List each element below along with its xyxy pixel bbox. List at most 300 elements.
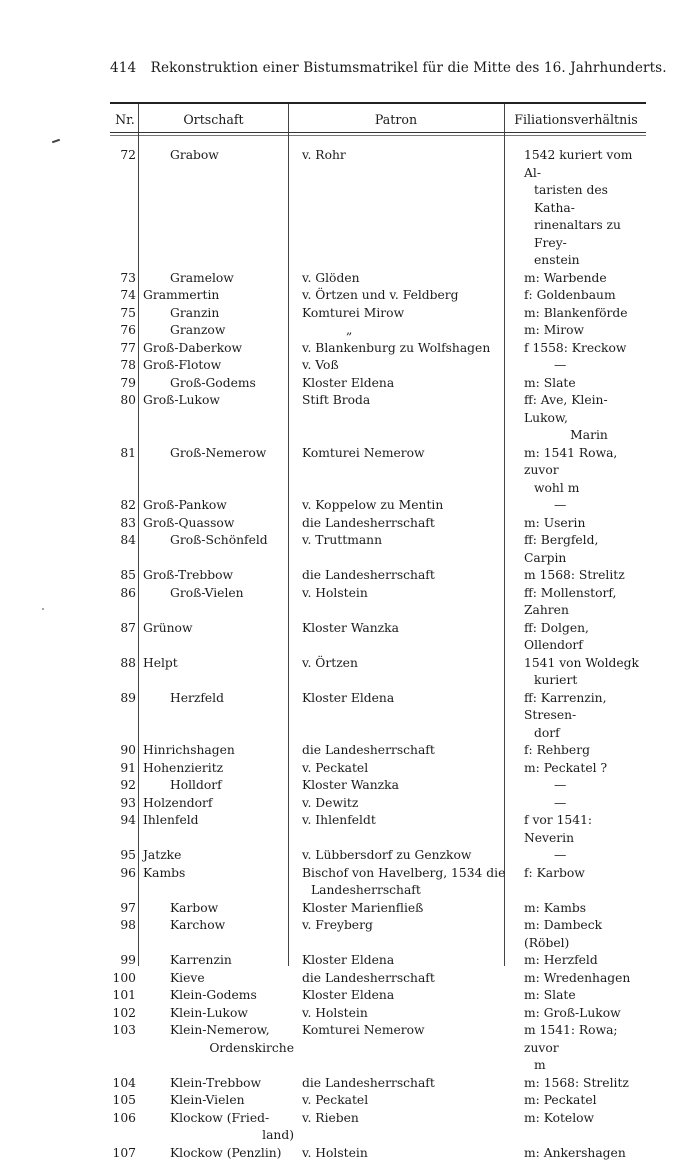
row-number: 102 xyxy=(110,1005,136,1023)
matrikel-table xyxy=(110,147,646,1162)
ortschaft-cell xyxy=(136,532,294,567)
row-number: 91 xyxy=(110,760,136,778)
patron-cell xyxy=(294,392,516,445)
patron-text: v. Dewitz xyxy=(302,795,516,813)
ortschaft-cell xyxy=(136,322,294,340)
ortschaft-cell xyxy=(136,287,294,305)
page-header xyxy=(110,60,650,76)
filiation-cell xyxy=(516,795,646,813)
ortschaft-cell xyxy=(136,690,294,743)
row-number: 83 xyxy=(110,515,136,533)
filiation-cell xyxy=(516,865,646,900)
table-row xyxy=(110,1110,646,1145)
row-number: 88 xyxy=(110,655,136,690)
ortschaft-cell xyxy=(136,1075,294,1093)
row-number: 99 xyxy=(110,952,136,970)
patron-cell xyxy=(294,375,516,393)
filiation-text: m: Kambs xyxy=(524,900,644,918)
row-number: 76 xyxy=(110,322,136,340)
ortschaft-cell xyxy=(136,742,294,760)
patron-text: die Landesherrschaft xyxy=(302,1075,516,1093)
filiation-cell xyxy=(516,497,646,515)
filiation-cell xyxy=(516,847,646,865)
row-number: 82 xyxy=(110,497,136,515)
ortschaft-cell xyxy=(136,515,294,533)
ortschaft-cell xyxy=(136,585,294,620)
ortschaft-cell xyxy=(136,865,294,900)
patron-text: v. Ihlenfeldt xyxy=(302,812,516,830)
patron-text: v. Örtzen xyxy=(302,655,516,673)
filiation-text: ff: Mollenstorf, Zahren xyxy=(524,585,644,620)
filiation-text: — xyxy=(524,357,644,375)
filiation-text: m: Blankenförde xyxy=(524,305,644,323)
filiation-cell xyxy=(516,1075,646,1093)
filiation-text: m: Userin xyxy=(524,515,644,533)
ortschaft-text: Groß-Nemerow xyxy=(143,445,294,463)
ortschaft-text: Granzin xyxy=(143,305,294,323)
ortschaft-text: Ordenskirche xyxy=(143,1040,294,1058)
patron-cell xyxy=(294,515,516,533)
table-row xyxy=(110,970,646,988)
ortschaft-cell xyxy=(136,147,294,270)
ortschaft-text: Groß-Schönfeld xyxy=(143,532,294,550)
filiation-text: kuriert xyxy=(524,672,644,690)
filiation-text: m: Kotelow xyxy=(524,1110,644,1128)
filiation-cell xyxy=(516,970,646,988)
filiation-cell xyxy=(516,900,646,918)
table-row xyxy=(110,532,646,567)
row-number: 72 xyxy=(110,147,136,270)
patron-text: v. Peckatel xyxy=(302,760,516,778)
ortschaft-cell xyxy=(136,305,294,323)
ortschaft-text: Grammertin xyxy=(143,287,294,305)
ortschaft-text: Groß-Pankow xyxy=(143,497,294,515)
table-row xyxy=(110,392,646,445)
ortschaft-cell xyxy=(136,1022,294,1075)
patron-text: Komturei Nemerow xyxy=(302,445,516,463)
patron-cell xyxy=(294,1145,516,1162)
table-row xyxy=(110,445,646,498)
row-number: 79 xyxy=(110,375,136,393)
filiation-cell xyxy=(516,690,646,743)
table-row xyxy=(110,777,646,795)
filiation-text: m: Peckatel xyxy=(524,1092,644,1110)
ortschaft-cell xyxy=(136,340,294,358)
ortschaft-text: Groß-Flotow xyxy=(143,357,294,375)
filiation-text: m: Warbende xyxy=(524,270,644,288)
ortschaft-text: Kieve xyxy=(143,970,294,988)
filiation-text: m: Dambeck (Röbel) xyxy=(524,917,644,952)
filiation-cell xyxy=(516,532,646,567)
filiation-text: — xyxy=(524,847,644,865)
patron-cell xyxy=(294,305,516,323)
patron-text: v. Rieben xyxy=(302,1110,516,1128)
ortschaft-text: Karrenzin xyxy=(143,952,294,970)
ortschaft-text: Klockow (Penzlin) xyxy=(143,1145,294,1162)
filiation-text: rinenaltars zu Frey- xyxy=(524,217,644,252)
filiation-text: 1541 von Woldegk xyxy=(524,655,644,673)
filiation-text: m: Slate xyxy=(524,375,644,393)
table-row xyxy=(110,1022,646,1075)
row-number: 84 xyxy=(110,532,136,567)
ortschaft-cell xyxy=(136,1110,294,1145)
patron-text: v. Koppelow zu Mentin xyxy=(302,497,516,515)
filiation-cell xyxy=(516,322,646,340)
table-row xyxy=(110,987,646,1005)
row-number: 80 xyxy=(110,392,136,445)
table-row xyxy=(110,1145,646,1162)
filiation-cell xyxy=(516,515,646,533)
ortschaft-cell xyxy=(136,760,294,778)
ortschaft-text: Grabow xyxy=(143,147,294,165)
filiation-cell xyxy=(516,655,646,690)
row-number: 73 xyxy=(110,270,136,288)
table-row xyxy=(110,497,646,515)
row-number: 75 xyxy=(110,305,136,323)
patron-text: v. Glöden xyxy=(302,270,516,288)
table-row xyxy=(110,567,646,585)
row-number: 107 xyxy=(110,1145,136,1162)
filiation-cell xyxy=(516,585,646,620)
table-row xyxy=(110,305,646,323)
row-number: 89 xyxy=(110,690,136,743)
patron-text: v. Örtzen und v. Feldberg xyxy=(302,287,516,305)
table-row xyxy=(110,655,646,690)
ortschaft-cell xyxy=(136,620,294,655)
ortschaft-text: Karchow xyxy=(143,917,294,935)
patron-cell xyxy=(294,1022,516,1075)
filiation-text: m: Mirow xyxy=(524,322,644,340)
patron-cell xyxy=(294,585,516,620)
ortschaft-text: Kambs xyxy=(143,865,294,883)
row-number: 86 xyxy=(110,585,136,620)
patron-cell xyxy=(294,445,516,498)
table-row xyxy=(110,900,646,918)
filiation-text: f: Goldenbaum xyxy=(524,287,644,305)
filiation-cell xyxy=(516,1110,646,1145)
patron-cell xyxy=(294,987,516,1005)
filiation-text: ff: Karrenzin, Stresen- xyxy=(524,690,644,725)
filiation-cell xyxy=(516,392,646,445)
filiation-cell xyxy=(516,305,646,323)
filiation-text: f 1558: Kreckow xyxy=(524,340,644,358)
table-row xyxy=(110,795,646,813)
patron-cell xyxy=(294,917,516,952)
patron-cell xyxy=(294,1110,516,1145)
ortschaft-cell xyxy=(136,1092,294,1110)
table-row xyxy=(110,620,646,655)
filiation-cell xyxy=(516,760,646,778)
patron-cell xyxy=(294,287,516,305)
table-row xyxy=(110,1005,646,1023)
ortschaft-cell xyxy=(136,1145,294,1162)
patron-text: Kloster Wanzka xyxy=(302,777,516,795)
patron-text: v. Holstein xyxy=(302,1145,516,1162)
patron-cell xyxy=(294,497,516,515)
patron-cell xyxy=(294,655,516,690)
row-number: 87 xyxy=(110,620,136,655)
filiation-text: — xyxy=(524,777,644,795)
table-row xyxy=(110,270,646,288)
ortschaft-text: Herzfeld xyxy=(143,690,294,708)
filiation-text: taristen des Katha- xyxy=(524,182,644,217)
ortschaft-cell xyxy=(136,917,294,952)
patron-text: Kloster Wanzka xyxy=(302,620,516,638)
filiation-cell xyxy=(516,952,646,970)
patron-text: v. Lübbersdorf zu Genzkow xyxy=(302,847,516,865)
column-header-patron: Patron xyxy=(290,112,502,127)
ortschaft-text: land) xyxy=(143,1127,294,1145)
patron-text: Kloster Eldena xyxy=(302,690,516,708)
patron-text: v. Holstein xyxy=(302,585,516,603)
row-number: 95 xyxy=(110,847,136,865)
filiation-cell xyxy=(516,270,646,288)
filiation-text: — xyxy=(524,497,644,515)
patron-text: v. Blankenburg zu Wolfshagen xyxy=(302,340,516,358)
patron-text: „ xyxy=(302,322,516,340)
patron-text: die Landesherrschaft xyxy=(302,515,516,533)
table-row xyxy=(110,357,646,375)
table-row xyxy=(110,1092,646,1110)
top-rule xyxy=(110,102,646,104)
ortschaft-text: Helpt xyxy=(143,655,294,673)
margin-mark xyxy=(52,139,60,144)
row-number: 78 xyxy=(110,357,136,375)
filiation-cell xyxy=(516,812,646,847)
patron-text: die Landesherrschaft xyxy=(302,970,516,988)
patron-cell xyxy=(294,322,516,340)
filiation-text: enstein xyxy=(524,252,644,270)
patron-text: v. Truttmann xyxy=(302,532,516,550)
patron-text: Stift Broda xyxy=(302,392,516,410)
patron-cell xyxy=(294,865,516,900)
table-row xyxy=(110,690,646,743)
filiation-text: m: Groß-Lukow xyxy=(524,1005,644,1023)
row-number: 74 xyxy=(110,287,136,305)
ortschaft-cell xyxy=(136,812,294,847)
table-row xyxy=(110,585,646,620)
filiation-text: m xyxy=(524,1057,644,1075)
filiation-cell xyxy=(516,147,646,270)
filiation-cell xyxy=(516,445,646,498)
filiation-cell xyxy=(516,917,646,952)
ortschaft-text: Klockow (Fried- xyxy=(143,1110,294,1128)
patron-cell xyxy=(294,812,516,847)
ortschaft-text: Groß-Daberkow xyxy=(143,340,294,358)
ortschaft-text: Groß-Vielen xyxy=(143,585,294,603)
patron-cell xyxy=(294,795,516,813)
filiation-text: Marin xyxy=(524,427,644,445)
patron-cell xyxy=(294,620,516,655)
row-number: 104 xyxy=(110,1075,136,1093)
ortschaft-text: Groß-Lukow xyxy=(143,392,294,410)
row-number: 77 xyxy=(110,340,136,358)
patron-text: Kloster Eldena xyxy=(302,375,516,393)
filiation-text: m 1541: Rowa; zuvor xyxy=(524,1022,644,1057)
ortschaft-cell xyxy=(136,900,294,918)
patron-cell xyxy=(294,777,516,795)
patron-cell xyxy=(294,970,516,988)
row-number: 101 xyxy=(110,987,136,1005)
filiation-text: ff: Ave, Klein-Lukow, xyxy=(524,392,644,427)
filiation-cell xyxy=(516,620,646,655)
row-number: 105 xyxy=(110,1092,136,1110)
patron-text: v. Rohr xyxy=(302,147,516,165)
row-number: 96 xyxy=(110,865,136,900)
filiation-text: m: Slate xyxy=(524,987,644,1005)
filiation-text: m: Peckatel ? xyxy=(524,760,644,778)
patron-cell xyxy=(294,270,516,288)
row-number: 90 xyxy=(110,742,136,760)
header-rule xyxy=(110,132,646,133)
margin-mark xyxy=(42,608,44,610)
running-title: Rekonstruktion einer Bistumsmatrikel für die Mitte des 16. Jahrhunderts. xyxy=(151,60,667,76)
row-number: 103 xyxy=(110,1022,136,1075)
patron-text: v. Peckatel xyxy=(302,1092,516,1110)
ortschaft-text: Klein-Trebbow xyxy=(143,1075,294,1093)
patron-cell xyxy=(294,1005,516,1023)
ortschaft-text: Hinrichshagen xyxy=(143,742,294,760)
patron-text: Komturei Mirow xyxy=(302,305,516,323)
filiation-text: — xyxy=(524,795,644,813)
filiation-cell xyxy=(516,567,646,585)
filiation-text: m: Ankershagen xyxy=(524,1145,644,1162)
row-number: 106 xyxy=(110,1110,136,1145)
table-row xyxy=(110,515,646,533)
filiation-cell xyxy=(516,777,646,795)
filiation-text: f: Rehberg xyxy=(524,742,644,760)
filiation-cell xyxy=(516,375,646,393)
ortschaft-text: Jatzke xyxy=(143,847,294,865)
filiation-text: wohl m xyxy=(524,480,644,498)
ortschaft-text: Holzendorf xyxy=(143,795,294,813)
ortschaft-cell xyxy=(136,445,294,498)
table-row xyxy=(110,952,646,970)
page-number: 414 xyxy=(110,60,136,76)
header-rule-double xyxy=(110,135,646,136)
row-number: 94 xyxy=(110,812,136,847)
ortschaft-text: Groß-Quassow xyxy=(143,515,294,533)
patron-cell xyxy=(294,847,516,865)
patron-cell xyxy=(294,1075,516,1093)
table-row xyxy=(110,322,646,340)
ortschaft-cell xyxy=(136,987,294,1005)
patron-cell xyxy=(294,952,516,970)
filiation-cell xyxy=(516,987,646,1005)
filiation-cell xyxy=(516,1005,646,1023)
ortschaft-cell xyxy=(136,375,294,393)
filiation-text: ff: Bergfeld, Carpin xyxy=(524,532,644,567)
ortschaft-text: Hohenzieritz xyxy=(143,760,294,778)
filiation-text: f: Karbow xyxy=(524,865,644,883)
filiation-text: dorf xyxy=(524,725,644,743)
patron-text: v. Freyberg xyxy=(302,917,516,935)
filiation-text: m: Wredenhagen xyxy=(524,970,644,988)
row-number: 81 xyxy=(110,445,136,498)
ortschaft-text: Granzow xyxy=(143,322,294,340)
patron-cell xyxy=(294,532,516,567)
table-row xyxy=(110,375,646,393)
row-number: 98 xyxy=(110,917,136,952)
patron-cell xyxy=(294,1092,516,1110)
ortschaft-cell xyxy=(136,392,294,445)
patron-text: Landesherrschaft xyxy=(302,882,516,900)
patron-text: v. Holstein xyxy=(302,1005,516,1023)
patron-cell xyxy=(294,340,516,358)
filiation-text: m: Herzfeld xyxy=(524,952,644,970)
patron-cell xyxy=(294,567,516,585)
ortschaft-text: Klein-Vielen xyxy=(143,1092,294,1110)
patron-cell xyxy=(294,742,516,760)
table-row xyxy=(110,287,646,305)
filiation-text: ff: Dolgen, Ollendorf xyxy=(524,620,644,655)
table-row xyxy=(110,147,646,270)
patron-cell xyxy=(294,760,516,778)
patron-text: Kloster Eldena xyxy=(302,987,516,1005)
filiation-cell xyxy=(516,1145,646,1162)
ortschaft-cell xyxy=(136,952,294,970)
table-row xyxy=(110,847,646,865)
ortschaft-cell xyxy=(136,497,294,515)
patron-text: Komturei Nemerow xyxy=(302,1022,516,1040)
ortschaft-text: Holldorf xyxy=(143,777,294,795)
ortschaft-cell xyxy=(136,777,294,795)
filiation-cell xyxy=(516,287,646,305)
ortschaft-cell xyxy=(136,357,294,375)
patron-text: Bischof von Havelberg, 1534 die xyxy=(302,865,516,883)
table-row xyxy=(110,340,646,358)
ortschaft-text: Klein-Godems xyxy=(143,987,294,1005)
table-row xyxy=(110,812,646,847)
ortschaft-text: Klein-Nemerow, xyxy=(143,1022,294,1040)
filiation-text: 1542 kuriert vom Al- xyxy=(524,147,644,182)
ortschaft-cell xyxy=(136,270,294,288)
patron-cell xyxy=(294,900,516,918)
ortschaft-text: Grünow xyxy=(143,620,294,638)
patron-cell xyxy=(294,357,516,375)
ortschaft-text: Karbow xyxy=(143,900,294,918)
filiation-cell xyxy=(516,340,646,358)
filiation-text: m: 1541 Rowa, zuvor xyxy=(524,445,644,480)
filiation-text: m 1568: Strelitz xyxy=(524,567,644,585)
patron-text: Kloster Marienfließ xyxy=(302,900,516,918)
filiation-cell xyxy=(516,1022,646,1075)
patron-cell xyxy=(294,147,516,270)
column-header-nr: Nr. xyxy=(112,112,138,127)
filiation-cell xyxy=(516,742,646,760)
ortschaft-cell xyxy=(136,655,294,690)
filiation-cell xyxy=(516,357,646,375)
table-row xyxy=(110,742,646,760)
row-number: 92 xyxy=(110,777,136,795)
ortschaft-text: Klein-Lukow xyxy=(143,1005,294,1023)
table-row xyxy=(110,917,646,952)
patron-text: Kloster Eldena xyxy=(302,952,516,970)
patron-text: die Landesherrschaft xyxy=(302,567,516,585)
column-header-filiation: Filiationsverhältnis xyxy=(506,112,646,127)
ortschaft-text: Groß-Godems xyxy=(143,375,294,393)
row-number: 100 xyxy=(110,970,136,988)
table-row xyxy=(110,865,646,900)
ortschaft-cell xyxy=(136,970,294,988)
ortschaft-cell xyxy=(136,847,294,865)
ortschaft-cell xyxy=(136,567,294,585)
ortschaft-text: Groß-Trebbow xyxy=(143,567,294,585)
filiation-cell xyxy=(516,1092,646,1110)
row-number: 85 xyxy=(110,567,136,585)
filiation-text: f vor 1541: Neverin xyxy=(524,812,644,847)
patron-text: v. Voß xyxy=(302,357,516,375)
